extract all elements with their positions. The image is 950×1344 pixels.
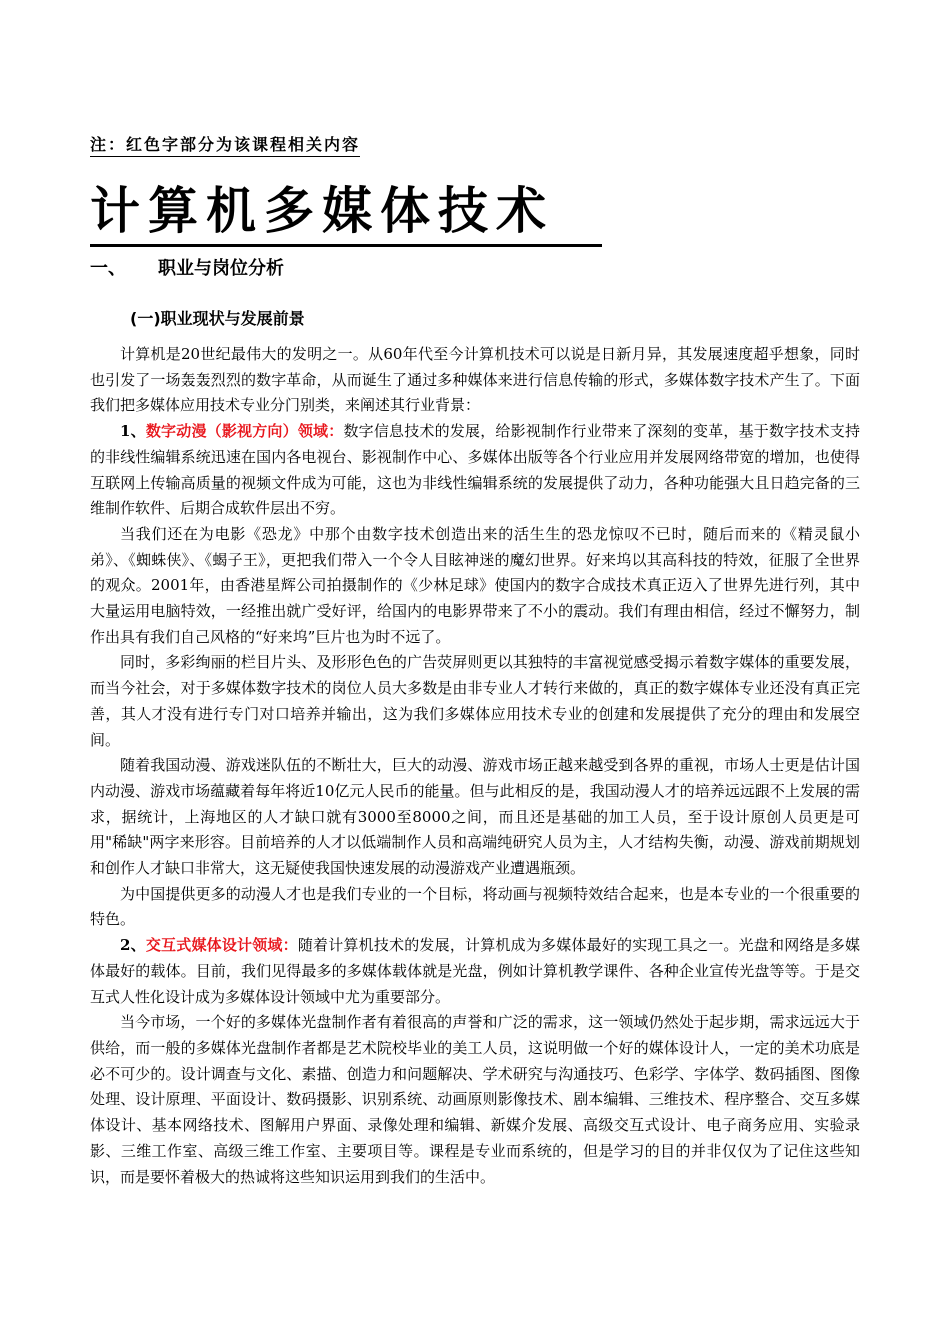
paragraph bbox=[90, 419, 860, 522]
paragraph: 当我们还在为电影《恐龙》中那个由数字技术创造出来的活生生的恐龙惊叹不已时，随后而来的《精灵鼠小弟》、《蜘蛛侠》、《蝎子王》，更把我们带入一个令人目眩神迷的魔幻世界。好来坞以其高科技的特效，征服了全世界的观众。2001年，由香港星辉公司拍摄制作的《少林足球》使国内的数字合成技术真正迈入了世界先进行列，其中大量运用电脑特效，一经推出就广受好评，给国内的电影界带来了不小的震动。我们有理由相信，经过不懈努力，制作出具有我们自己风格的“好来坞”巨片也为时不远了。 bbox=[90, 524, 860, 646]
document-title: 计算机多媒体技术 bbox=[90, 178, 602, 247]
highlight-field-label: 数字动漫（影视方向）领域： bbox=[145, 422, 344, 441]
paragraph: 随着我国动漫、游戏迷队伍的不断壮大，巨大的动漫、游戏市场正越来越受到各界的重视，市场人士更是估计国内动漫、游戏市场蕴藏着每年将近10亿元人民币的能量。但与此相反的是，我国动漫人才的培养远远跟不上发展的需求，据统计，上海地区的人才缺口就有3000至8000之间，而且还是基础的加工人员，至于设计原创人员更是可用"稀缺"两字来形容。目前培养的人才以低端制作人员和高端纯研究人员为主，人才结构失衡，动漫、游戏前期规划和创作人才缺口非常大，这无疑使我国快速发展的动漫游戏产业遭遇瓶颈。 bbox=[90, 756, 860, 878]
paragraph: 计算机是20世纪最伟大的发明之一。从60年代至今计算机技术可以说是日新月异，其发展速度超乎想象，同时也引发了一场轰轰烈烈的数字革命，从而诞生了通过多种媒体来进行信息传输的形式，多媒体数字技术产生了。下面我们把多媒体应用技术专业分门别类，来阐述其行业背景： bbox=[90, 345, 860, 415]
paragraph: 为中国提供更多的动漫人才也是我们专业的一个目标，将动画与视频特效结合起来，也是本专业的一个很重要的特色。 bbox=[90, 884, 860, 929]
note-text: 注：红色字部分为该课程相关内容 bbox=[90, 132, 360, 157]
section-heading bbox=[90, 256, 284, 282]
item-number: 1、 bbox=[120, 422, 146, 441]
paragraph bbox=[90, 933, 860, 1010]
paragraph-text: 数字信息技术的发展，给影视制作行业带来了深刻的变革，基于数字技术支持的非线性编辑系统迅速在国内各电视台、影视制作中心、多媒体出版等各个行业应用并发展网络带宽的增加，也使得互联网上传输高质量的视频文件成为可能，这也为非线性编辑系统的发展提供了动力，各种功能强大且日趋完备的三维制作软件、后期合成软件层出不穷。 bbox=[90, 422, 860, 518]
highlight-field-label: 交互式媒体设计领域： bbox=[145, 936, 298, 955]
paragraph: 同时，多彩绚丽的栏目片头、及形形色色的广告荧屏则更以其独特的丰富视觉感受揭示着数字媒体的重要发展，而当今社会，对于多媒体数字技术的岗位人员大多数是由非专业人才转行来做的，真正的数字媒体专业还没有真正完善，其人才没有进行专门对口培养并输出，这为我们多媒体应用技术专业的创建和发展提供了充分的理由和发展空间。 bbox=[90, 653, 860, 749]
paragraph-text: 随着计算机技术的发展，计算机成为多媒体最好的实现工具之一。光盘和网络是多媒体最好的载体。目前，我们见得最多的多媒体载体就是光盘，例如计算机教学课件、各种企业宣传光盘等等。于是交互式人性化设计成为多媒体设计领域中尤为重要部分。 bbox=[90, 936, 860, 1006]
section-number: 一、 bbox=[90, 258, 126, 279]
item-number: 2、 bbox=[120, 936, 146, 955]
body-text bbox=[90, 342, 860, 1190]
paragraph: 当今市场，一个好的多媒体光盘制作者有着很高的声誉和广泛的需求，这一领域仍然处于起步期，需求远远大于供给，而一般的多媒体光盘制作者都是艺术院校毕业的美工人员，这说明做一个好的媒体设计人，一定的美术功底是必不可少的。设计调查与文化、素描、创造力和问题解决、学术研究与沟通技巧、色彩学、字体学、数码插图、图像处理、设计原理、平面设计、数码摄影、识别系统、动画原则影像技术、剧本编辑、三维技术、程序整合、交互多媒体设计、基本网络技术、图解用户界面、录像处理和编辑、新媒介发展、高级交互式设计、电子商务应用、实验录影、三维工作室、高级三维工作室、主要项目等。课程是专业而系统的，但是学习的目的并非仅仅为了记住这些知识，而是要怀着极大的热诚将这些知识运用到我们的生活中。 bbox=[90, 1013, 860, 1186]
section-label: 职业与岗位分析 bbox=[158, 258, 284, 279]
subsection-heading: (一)职业现状与发展前景 bbox=[130, 309, 305, 328]
